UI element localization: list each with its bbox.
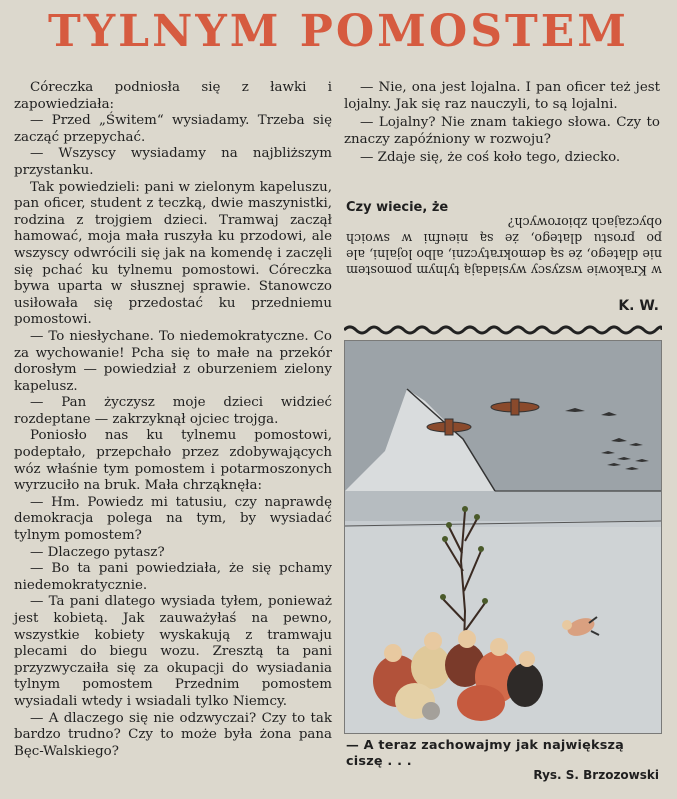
quiz-answer-text: w Krakowie wszyscy wysiadają tylnym pomostem nie dlatego, że są demokratyczni, albo lojalni, ale po prostu dlatego, że są nieufni w swoich obyczajach zbiorowych?: [346, 215, 662, 278]
paragraph: — Dlaczego pytasz?: [30, 544, 165, 560]
paragraph: — To niesłychane. To niedemokratyczne. Co za wychowanie! Pcha się to małe na przekór dorosłym — powiedział z oburzeniem zielony kapelusz.: [14, 328, 332, 394]
paragraph: — Lojalny? Nie znam takiego słowa. Czy to znaczy zapóźniony w rozwoju?: [344, 115, 660, 147]
paragraph: — Hm. Powiedz mi tatusiu, czy naprawdę demokracja polega na tym, by wysiadać tylnym pomostem?: [14, 494, 332, 544]
paragraph: — Wszyscy wysiadamy na najbliższym przystanku.: [14, 146, 332, 178]
paragraph: — A dlaczego się nie odzwyczai? Czy to tak bardzo trudno? Czy to może była żona pana Bęc-Walskiego?: [14, 710, 332, 759]
cartoon-drawing: [345, 341, 662, 734]
paragraph: — Nie, ona jest lojalna. I pan oficer też jest lojalny. Jak się raz nauczyli, to są lojalni.: [344, 80, 660, 112]
author-initials: K. W.: [618, 298, 659, 314]
left-column: [14, 80, 332, 760]
paragraph: — Pan życzysz moje dzieci widzieć rozdeptane — zakrzyknął ojciec trojga.: [14, 395, 332, 427]
cartoon-illustration: [344, 340, 662, 734]
right-column: [344, 80, 660, 169]
illustration-credit: Rys. S. Brzozowski: [533, 768, 659, 782]
paragraph: — Ta pani dlatego wysiada tyłem, ponieważ jest kobietą. Jak zauważyłaś na pewno, wszystkie kobiety wyskakują z tramwaju plecami do biegu wozu. Zresztą ta pani przyzwyczaiła się za okupacji do wysiadania tylnym pomostem Przednim pomostem wysiadali wtedy i wsiadali tylko Niemcy.: [14, 594, 332, 709]
quiz-answer-upside-down: [346, 214, 662, 278]
cartoon-caption: — A teraz zachowajmy jak największą ciszę . . .: [346, 738, 625, 769]
paragraph: — Bo ta pani powiedziała, że się pchamy niedemokratycznie.: [14, 561, 332, 593]
paragraph: — Zdaje się, że coś koło tego, dziecko.: [360, 150, 621, 166]
paragraph: — Przed „Świtem“ wysiadamy. Trzeba się zacząć przepychać.: [14, 113, 332, 145]
quiz-heading: Czy wiecie, że: [346, 200, 449, 215]
article-title: TYLNYM POMOSTEM: [48, 6, 629, 57]
wavy-divider: [344, 322, 662, 338]
paragraph: Tak powiedzieli: pani w zielonym kapeluszu, pan oficer, student z teczką, dwie maszynistki, rodzina z trojgiem dzieci. Tramwaj zaczął hamować, moja mała ruszyła ku przodowi, ale wszyscy odwrócili się jak na komendę i zaczęli się pchać ku tylnemu pomostowi. Córeczka bywa uparta w słusznej sprawie. Stanowczo usiłowała się przedostać ku przedniemu pomostowi.: [14, 179, 332, 328]
paragraph: Córeczka podniosła się z ławki i zapowiedziała:: [14, 80, 332, 112]
paragraph: Poniosło nas ku tylnemu pomostowi, podeptało, przepchało przez zdobywających wóz właśnie tym pomostem i potarmoszonych wyrzuciło na bruk. Mała chrząknęła:: [14, 428, 332, 494]
